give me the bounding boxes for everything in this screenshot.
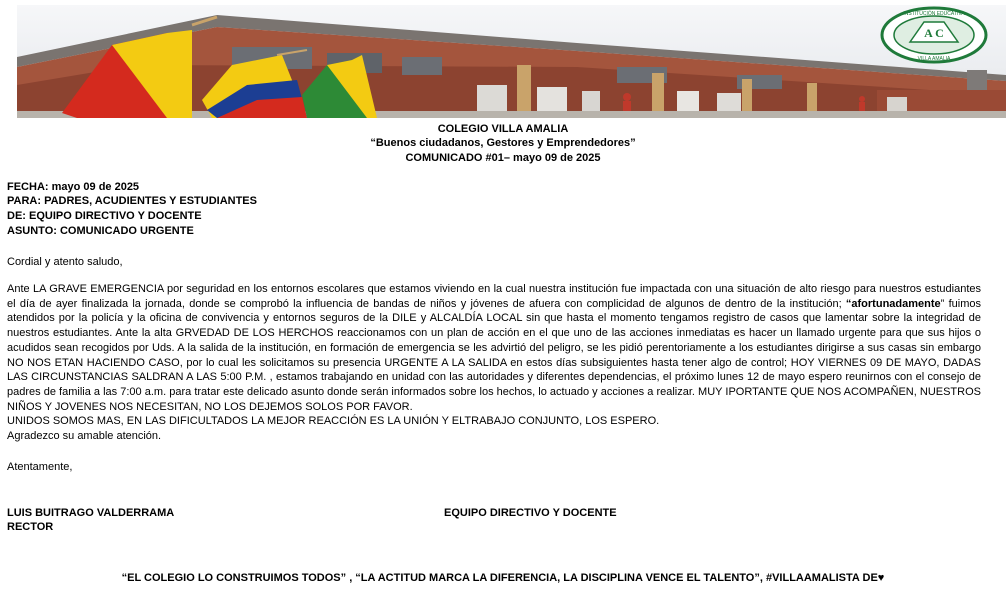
school-banner-photo — [17, 5, 1006, 118]
svg-text:VILLA AMALIA: VILLA AMALIA — [917, 56, 951, 62]
body-text-part: ” fuimos atendidos por la policía y la oficina de convivencia y entornos seguros de la DILE y ALCALDÍA LOCAL sin que hasta el momento tengamos registro de casos que lamentar sobre la integridad de nuestros estudiantes. Ante la alta GRVEDAD DE LOS HERCHOS reaccionamos con un plan de acción en el que uno de las acciones inmediatas es hacer un llamado urgente para que sus hijos o acudidos sean recogidos por Uds. A la salida de la institución, en formación de emergencia se les advirtió del peligro, se les pidió perentoriamente a los estudiantes dirigirse a sus casas sin embargo NO NOS ETAN HACIENDO CASO, por lo cual les solicitamos su presencia URGENTE A LA SALIDA en estos días subsiguientes hasta tener algo de control; HOY VIERNES 09 DE MAYO, DADAS LAS CIRCUNSTANCIAS SALDRAN A LAS 5:00 P.M. , estamos trabajando en unidad con las autoridades y diferentes dependencias, el próximo lunes 12 de mayo espero reunirnos con el consejo de padres de familia a las 7:00 a.m. para tratar este delicado asunto donde serán informados sobre los hechos, lo actuado y acciones a realizar. MUY IPORTANTE QUE NOS ACOMPAÑEN, NUESTROS NIÑOS Y JOVENES NOS NECESITAN, NO LOS DEJEMOS SOLOS POR FAVOR. — [7, 297, 981, 413]
body-bold-word: “afortunadamente — [845, 297, 941, 310]
memo-to: PARA: PADRES, ACUDIENTES Y ESTUDIANTES — [7, 195, 257, 207]
greeting: Cordial y atento saludo, — [7, 256, 123, 268]
memo-subject: ASUNTO: COMUNICADO URGENTE — [7, 225, 194, 237]
memo-from: DE: EQUIPO DIRECTIVO Y DOCENTE — [7, 210, 202, 222]
signer-role: RECTOR — [7, 521, 54, 533]
body-paragraph-1 — [7, 282, 981, 414]
footer-slogan: “EL COLEGIO LO CONSTRUIMOS TODOS” , “LA ACTITUD MARCA LA DIFERENCIA, LA DISCIPLINA VENCE EL TALENTO”, #VILLAAMALISTA DE♥ — [121, 572, 885, 584]
school-name: COLEGIO VILLA AMALIA — [437, 123, 569, 135]
closing: Atentamente, — [7, 461, 73, 473]
body-text-part: Ante LA GRAVE EMERGENCIA por seguridad en los entornos escolares que estamos viviendo en la cual nuestra institución fue impactada con una situación de alto riesgo para nuestros estudiantes el día de ayer finalizada la jornada, donde se comprobó la influencia de bandas de niños y jóvenes de afuera con complicidad de algunos de dentro de la institución; — [7, 283, 981, 310]
school-seal-logo — [880, 6, 988, 64]
body-paragraph-3: Agradezco su amable atención. — [7, 430, 162, 443]
svg-text:INSTITUCIÓN EDUCATIVA: INSTITUCIÓN EDUCATIVA — [903, 11, 965, 17]
team-signature: EQUIPO DIRECTIVO Y DOCENTE — [444, 507, 617, 519]
memo-date: FECHA: mayo 09 de 2025 — [7, 181, 140, 193]
communique-title: COMUNICADO #01– mayo 09 de 2025 — [405, 152, 601, 164]
signer-name: LUIS BUITRAGO VALDERRAMA — [7, 507, 175, 519]
letter-body — [7, 282, 981, 444]
school-motto: “Buenos ciudadanos, Gestores y Emprendedores” — [370, 137, 636, 149]
body-paragraph-2: UNIDOS SOMOS MAS, EN LAS DIFICULTADOS LA MEJOR REACCIÓN ES LA UNIÓN Y ELTRABAJO CONJUNTO, LOS ESPERO. — [7, 415, 660, 428]
svg-text:A C: A C — [924, 26, 944, 40]
